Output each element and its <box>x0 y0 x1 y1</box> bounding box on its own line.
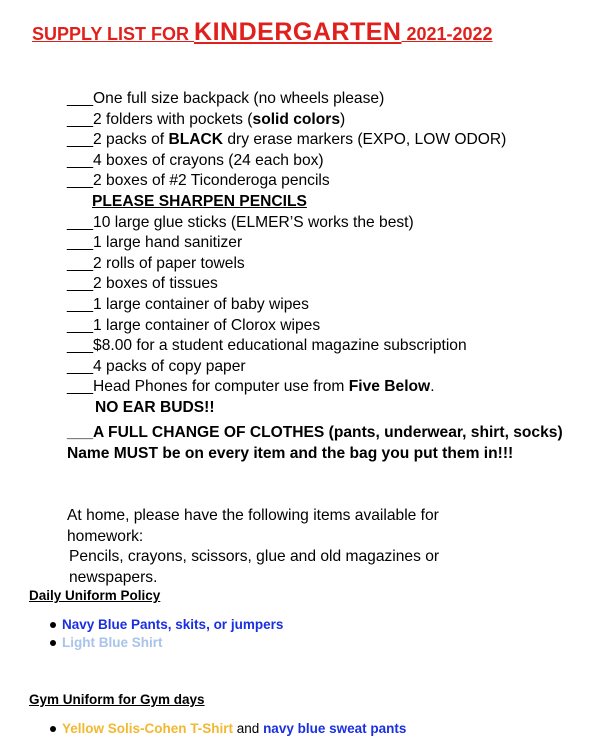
clothes-requirement: ___A FULL CHANGE OF CLOTHES (pants, underwear, shirt, socks) Name MUST be on every item and the bag you put them in!!! <box>67 424 563 462</box>
supply-item-copy-paper: ___4 packs of copy paper <box>67 357 246 375</box>
supply-item-crayons: ___4 boxes of crayons (24 each box) <box>67 151 324 169</box>
daily-uniform-list <box>50 616 283 652</box>
no-earbuds-note: NO EAR BUDS!! <box>95 398 215 416</box>
bullet-icon <box>50 622 56 628</box>
home-items-section <box>67 506 507 588</box>
supply-item-clorox-wipes: ___1 large container of Clorox wipes <box>67 316 321 334</box>
daily-uniform-heading: Daily Uniform Policy <box>29 588 161 603</box>
title-year: 2021-2022 <box>401 24 493 44</box>
list-item: Yellow Solis-Cohen T-Shirt and navy blue sweat pants <box>50 720 406 738</box>
gym-uniform-heading: Gym Uniform for Gym days <box>29 692 205 707</box>
title-grade: KINDERGARTEN <box>194 18 402 46</box>
bullet-icon <box>50 640 56 646</box>
supply-item-folders: ___2 folders with pockets (solid colors) <box>67 110 346 128</box>
supply-item-magazine: ___$8.00 for a student educational magazine subscription <box>67 337 467 355</box>
supply-item-markers: ___2 packs of BLACK dry erase markers (EXPO, LOW ODOR) <box>67 131 507 149</box>
home-items: Pencils, crayons, scissors, glue and old magazines or newspapers. <box>69 548 440 586</box>
supply-item-tissues: ___2 boxes of tissues <box>67 275 218 293</box>
sharpen-pencils-note: PLEASE SHARPEN PENCILS <box>92 192 307 210</box>
bullet-icon <box>50 726 56 732</box>
gym-uniform-list <box>50 720 406 738</box>
list-item: Navy Blue Pants, skits, or jumpers <box>50 616 283 634</box>
supply-item-towels: ___2 rolls of paper towels <box>67 254 245 272</box>
title-prefix: SUPPLY LIST FOR <box>32 24 195 44</box>
home-intro: At home, please have the following items available for homework: <box>67 507 439 545</box>
supply-item-baby-wipes: ___1 large container of baby wipes <box>67 295 309 313</box>
supply-item-headphones: ___Head Phones for computer use from Five Below. <box>67 378 435 396</box>
list-item: Light Blue Shirt <box>50 634 283 652</box>
supply-item-pencils: ___2 boxes of #2 Ticonderoga pencils <box>67 172 330 190</box>
supply-list <box>67 89 506 419</box>
supply-item-glue: ___10 large glue sticks (ELMER’S works the best) <box>67 213 414 231</box>
supply-item-sanitizer: ___1 large hand sanitizer <box>67 234 243 252</box>
page-title <box>32 18 493 47</box>
supply-item-backpack: ___One full size backpack (no wheels please) <box>67 90 385 107</box>
